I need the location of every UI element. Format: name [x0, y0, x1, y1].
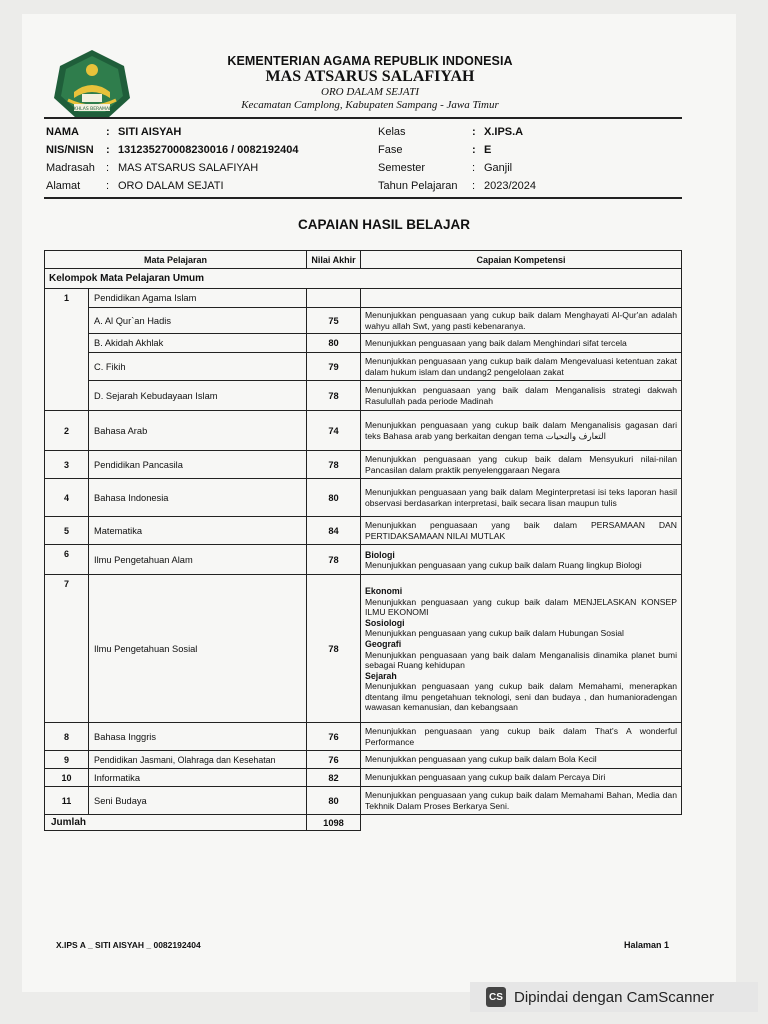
table-row: B. Akidah Akhlak 80 Menunjukkan penguasaan yang baik dalam Menghindari sifat tercela	[45, 334, 682, 353]
table-row: 8 Bahasa Inggris 76 Menunjukkan penguasaan yang cukup baik dalam That's A wonderful Performance	[45, 723, 682, 751]
table-row: 1 Pendidikan Agama Islam	[45, 289, 682, 308]
table-header-row	[45, 251, 682, 269]
table-row: 11 Seni Budaya 80 Menunjukkan penguasaan yang cukup baik dalam Memahami Bahan, Media dan Tekhnik Dalam Proses Berkarya Seni.	[45, 787, 682, 815]
table-row: 9 Pendidikan Jasmani, Olahraga dan Kesehatan 76 Menunjukkan penguasaan yang cukup baik dalam Bola Kecil	[45, 751, 682, 769]
footer-student-ref: X.IPS A _ SITI AISYAH _ 0082192404	[56, 940, 201, 950]
student-semester: Ganjil	[484, 162, 513, 174]
table-row: 5 Matematika 84 Menunjukkan penguasaan yang baik dalam PERSAMAAN DAN PERTIDAKSAMAAN NILAI MUTLAK	[45, 517, 682, 545]
header-competency: Capaian Kompetensi	[361, 251, 682, 269]
table-row: A. Al Qur`an Hadis 75 Menunjukkan penguasaan yang cukup baik dalam Menghayati Al-Qur'an adalah wahyu allah Swt, yang pasti kebenaranya.	[45, 308, 682, 334]
table-row: 7 Ilmu Pengetahuan Sosial 78 Ekonomi Menunjukkan penguasaan yang cukup baik dalam MENJELASKAN KONSEP ILMU EKONOMI Sosiologi Menunjukkan penguasaan yang cukup baik dalam Hubungan Sosial Geografi Menunjukkan penguasaan yang baik dalam Menganalisis dinamika planet bumi sebagai Ruang kehidupan Sejarah Menunjukkan penguasaan yang cukup baik dalam Memahami, menerapkan dtentang ilmu pengetahuan teknologi, seni dan budaya , dan humanioradengan wawasan kemanusian, dan kebangsaan	[45, 575, 682, 723]
group-label: Kelompok Mata Pelajaran Umum	[45, 269, 682, 289]
student-name: SITI AISYAH	[118, 126, 182, 138]
ministry-name: KEMENTERIAN AGAMA REPUBLIK INDONESIA	[227, 54, 513, 68]
camscanner-icon: CS	[486, 987, 506, 1007]
total-score: 1098	[307, 815, 361, 831]
page-number: Halaman 1	[624, 940, 670, 950]
table-row: D. Sejarah Kebudayaan Islam 78 Menunjukkan penguasaan yang baik dalam Menganalisis strategi dakwah Rasulullah pada periode Madinah	[45, 381, 682, 411]
camscanner-text: Dipindai dengan CamScanner	[514, 988, 715, 1006]
total-label: Jumlah	[45, 815, 307, 831]
header-subject: Mata Pelajaran	[45, 251, 307, 269]
student-madrasah: MAS ATSARUS SALAFIYAH	[118, 162, 259, 174]
table-row: 4 Bahasa Indonesia 80 Menunjukkan penguasaan yang baik dalam Meginterpretasi isi teks laporan hasil observasi berdasarkan interpretasi, baik secara lisan maupun tulis	[45, 479, 682, 517]
header-divider	[44, 117, 682, 119]
svg-text:IKHLAS BERAMAL: IKHLAS BERAMAL	[72, 107, 112, 112]
group-row	[45, 269, 682, 289]
table-row: 3 Pendidikan Pancasila 78 Menunjukkan penguasaan yang cukup baik dalam Mensyukuri nilai-nilan Pancasilan dalam praktik penyelenggaraan Negara	[45, 451, 682, 479]
table-row: 10 Informatika 82 Menunjukkan penguasaan yang cukup baik dalam Percaya Diri	[45, 769, 682, 787]
student-class: X.IPS.A	[484, 126, 524, 138]
student-phase: E	[484, 144, 492, 156]
student-nis: 131235270008230016 / 0082192404	[118, 144, 299, 156]
table-row: 6 Ilmu Pengetahuan Alam 78 Biologi Menunjukkan penguasaan yang cukup baik dalam Ruang lingkup Biologi	[45, 545, 682, 575]
student-year: 2023/2024	[484, 180, 536, 192]
district-name: Kecamatan Camplong, Kabupaten Sampang - Jawa Timur	[241, 99, 499, 111]
ministry-logo	[52, 48, 132, 120]
student-address: ORO DALAM SEJATI	[118, 180, 224, 192]
grades-table	[44, 250, 682, 831]
table-row: 2 Bahasa Arab 74 Menunjukkan penguasaan yang cukup baik dalam Menganalisis gagasan dari teks Bahasa arab yang berkaitan dengan tema التعارف والتحيات	[45, 411, 682, 451]
header-score: Nilai Akhir	[307, 251, 361, 269]
table-row: C. Fikih 79 Menunjukkan penguasaan yang cukup baik dalam Mengevaluasi ketentuan zakat dalam hukum islam dan undang2 pengelolaan zakat	[45, 353, 682, 381]
school-name: MAS ATSARUS SALAFIYAH	[265, 68, 475, 85]
identity-divider	[44, 197, 682, 199]
total-row	[45, 815, 682, 831]
section-title: CAPAIAN HASIL BELAJAR	[297, 217, 470, 232]
camscanner-watermark	[470, 982, 758, 1012]
village-name: ORO DALAM SEJATI	[321, 86, 419, 98]
